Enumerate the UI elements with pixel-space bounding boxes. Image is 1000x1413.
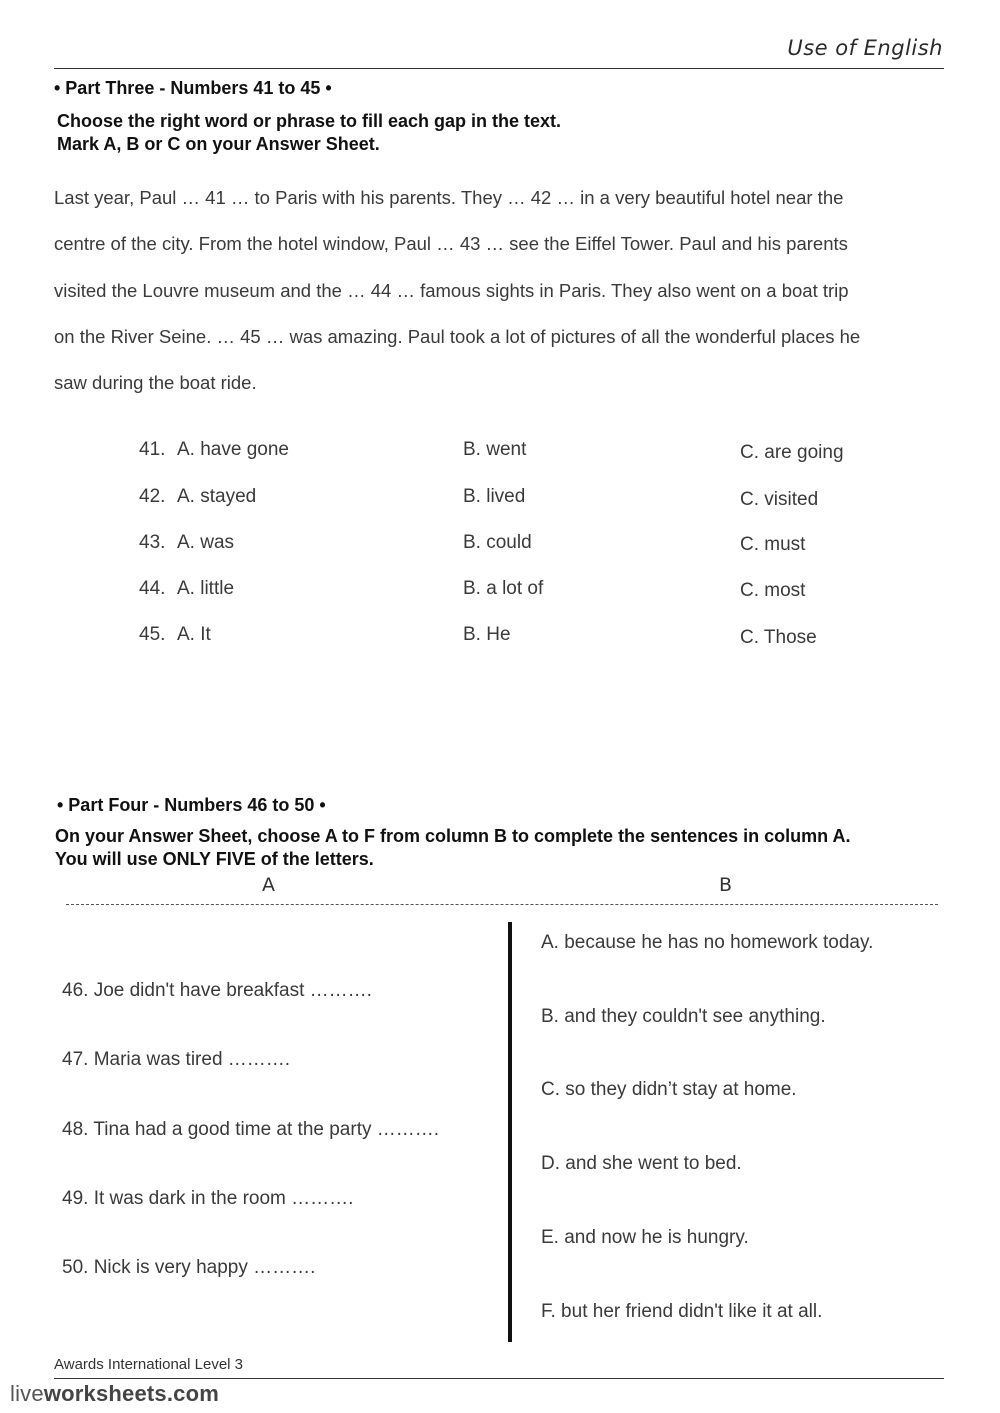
option-b[interactable]: B. went [463,439,527,460]
ending-option-c: C. so they didn’t stay at home. [541,1079,797,1100]
option-a[interactable]: A. was [177,532,235,553]
option-a[interactable]: A. stayed [177,486,257,507]
option-b[interactable]: B. He [463,624,511,645]
instruction-line: You will use ONLY FIVE of the letters. [55,849,374,869]
sentence-start-49: 49. It was dark in the room ………. [62,1188,354,1209]
sentence-start-47: 47. Maria was tired ………. [62,1049,291,1070]
footer-level: Awards International Level 3 [54,1356,244,1373]
sentence-start-50: 50. Nick is very happy ………. [62,1257,316,1278]
part-four-heading: • Part Four - Numbers 46 to 50 • [57,795,326,815]
ending-option-b: B. and they couldn't see anything. [541,1006,826,1027]
question-number: 41. [139,439,166,460]
question-number: 42. [139,486,166,507]
option-a[interactable]: A. little [177,578,235,599]
part-three-instructions [57,110,561,156]
column-divider [508,922,512,1342]
dashed-divider [66,904,938,905]
question-number: 45. [139,624,166,645]
ending-option-f: F. but her friend didn't like it at all. [541,1301,823,1322]
question-number: 44. [139,578,166,599]
instruction-line: On your Answer Sheet, choose A to F from column B to complete the sentences in column A. [55,826,851,846]
column-a-label: A [262,874,275,896]
ending-option-e: E. and now he is hungry. [541,1227,749,1248]
question-45 [0,624,1000,654]
reading-passage [54,180,949,411]
question-44 [0,578,1000,608]
question-number: 43. [139,532,166,553]
part-four-instructions [55,825,850,871]
question-41 [0,439,1000,469]
instruction-line: Choose the right word or phrase to fill each gap in the text. [57,111,562,131]
column-b-label: B [719,874,733,896]
sentence-start-48: 48. Tina had a good time at the party ………. [62,1119,440,1140]
ending-option-a: A. because he has no homework today. [541,932,874,953]
passage-line: on the River Seine. … 45 … was amazing. Paul took a lot of pictures of all the wonderful places he [54,325,861,347]
footer-rule [54,1378,944,1379]
ending-option-d: D. and she went to bed. [541,1153,742,1174]
option-c[interactable]: C. Those [740,627,817,648]
passage-line: centre of the city. From the hotel window, Paul … 43 … see the Eiffel Tower. Paul and his parents [54,233,848,255]
brand-bold: worksheets.com [43,1381,220,1406]
part-three-heading: • Part Three - Numbers 41 to 45 • [54,78,332,98]
brand-logo[interactable] [10,1381,219,1407]
option-c[interactable]: C. most [740,580,806,601]
sentence-start-46: 46. Joe didn't have breakfast ………. [62,980,372,1001]
instruction-line: Mark A, B or C on your Answer Sheet. [57,134,380,154]
passage-line: visited the Louvre museum and the … 44 … famous sights in Paris. They also went on a boat trip [54,279,849,301]
option-a[interactable]: A. It [177,624,211,645]
option-a[interactable]: A. have gone [177,439,289,460]
option-c[interactable]: C. are going [740,442,844,463]
question-43 [0,532,1000,562]
header-rule [54,68,944,69]
passage-line: saw during the boat ride. [54,372,257,394]
page-section-title: Use of English [787,36,943,60]
passage-line: Last year, Paul … 41 … to Paris with his parents. They … 42 … in a very beautiful hotel near the [54,187,844,208]
question-42 [0,486,1000,516]
option-c[interactable]: C. visited [740,489,819,510]
option-b[interactable]: B. lived [463,486,526,507]
brand-light: live [10,1381,44,1406]
option-b[interactable]: B. could [463,532,532,553]
option-c[interactable]: C. must [740,534,806,555]
option-b[interactable]: B. a lot of [463,578,544,599]
